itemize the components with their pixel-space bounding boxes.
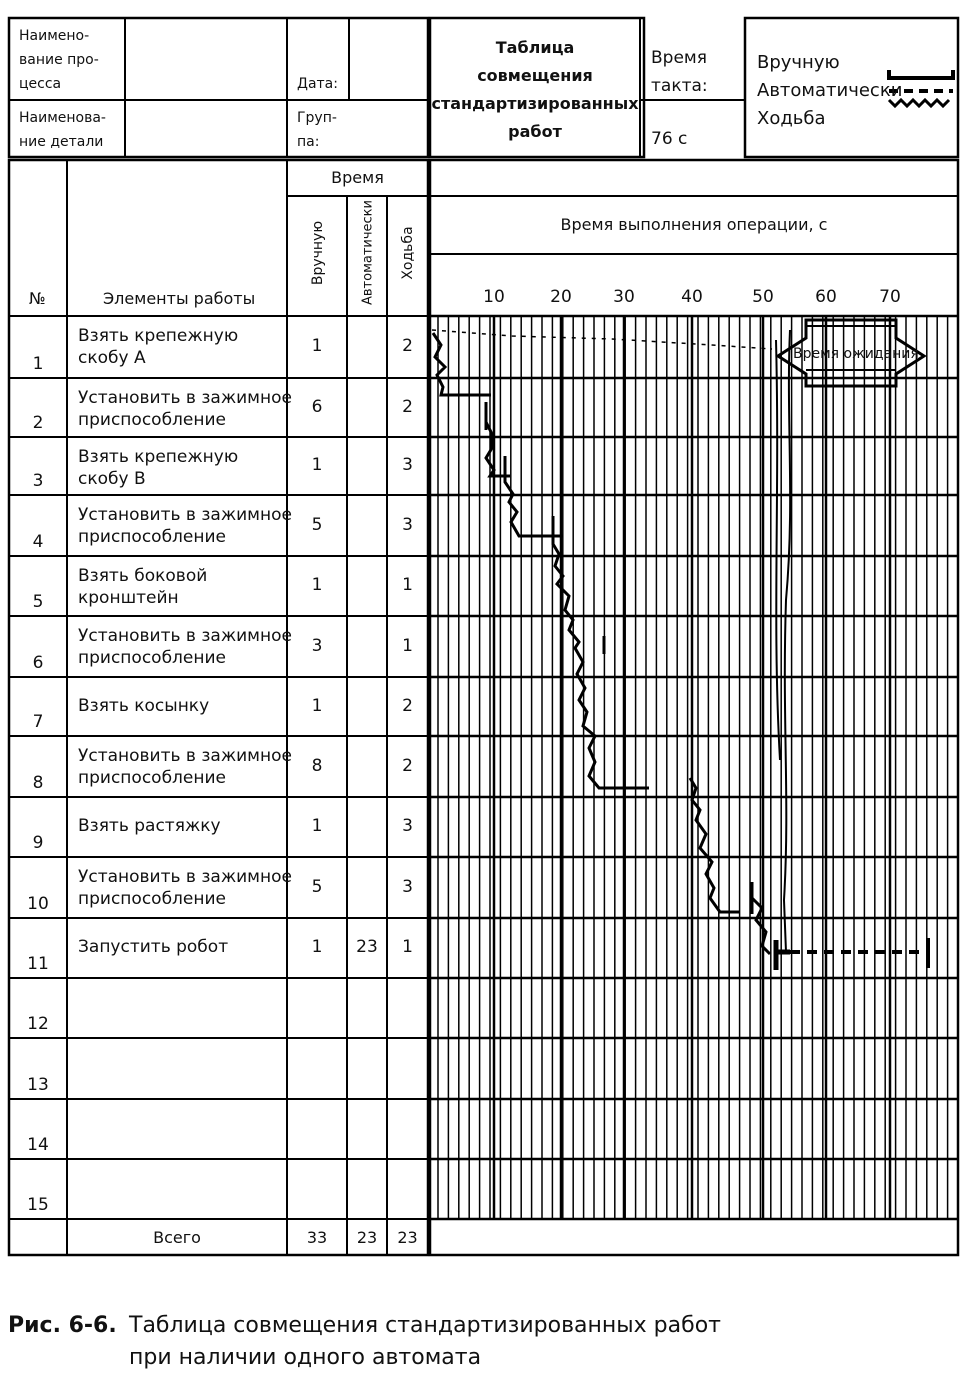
col-no-header: № — [29, 289, 46, 308]
row-number: 13 — [27, 1075, 49, 1095]
work-element-line2: приспособление — [78, 410, 226, 430]
walk-time: 2 — [402, 695, 413, 716]
manual-time: 3 — [311, 635, 323, 656]
walk-time: 2 — [402, 336, 413, 356]
wait-time-label: Время ожидания — [793, 346, 919, 362]
time-scale-tick: 40 — [681, 287, 703, 307]
total-walk: 23 — [397, 1228, 418, 1247]
walk-time: 1 — [402, 635, 413, 656]
row-number: 11 — [27, 954, 49, 974]
walk-time: 3 — [402, 455, 413, 475]
auto-time: 23 — [356, 937, 378, 957]
row-number: 10 — [27, 894, 49, 914]
manual-time: 8 — [311, 755, 323, 776]
col-walk-header: Ходьба — [400, 226, 416, 280]
total-manual: 33 — [306, 1228, 328, 1247]
grid-box — [9, 160, 428, 1255]
row-number: 12 — [27, 1014, 49, 1034]
row-number: 6 — [32, 653, 44, 673]
work-element-line1: Взять боковой — [78, 566, 208, 586]
takt-time-label: Время такта: — [651, 48, 708, 96]
cycle-time-line-2 — [776, 340, 780, 760]
col-elements-header: Элементы работы — [103, 289, 256, 308]
legend-auto: Автоматически — [757, 80, 903, 101]
sheet-title: Таблица совмещения стандартизированных работ — [431, 38, 639, 141]
caption-text: Таблица совмещения стандартизированных работ при наличии одного автомата — [129, 1313, 721, 1370]
manual-time: 5 — [311, 514, 323, 535]
legend — [757, 49, 902, 133]
work-element-line1: Взять крепежную — [78, 447, 239, 467]
row-number: 3 — [32, 471, 44, 491]
walk-time: 1 — [402, 937, 413, 957]
idle-dashed-line — [432, 330, 772, 349]
cycle-time-line — [784, 330, 790, 952]
date-label: Дата: — [297, 76, 338, 92]
row-number: 4 — [32, 532, 44, 552]
manual-time: 1 — [311, 937, 323, 957]
takt-time-value: 76 с — [651, 129, 688, 149]
work-element-line2: приспособление — [78, 889, 226, 909]
work-element-line1: Установить в зажимное — [78, 505, 292, 525]
work-element-line1: Установить в зажимное — [78, 746, 292, 766]
walk-time: 2 — [402, 396, 413, 417]
row-number: 9 — [32, 833, 44, 853]
time-scale-tick: 60 — [815, 287, 837, 307]
robot-start-mark — [776, 940, 790, 970]
manual-time: 5 — [311, 876, 323, 897]
work-element-line2: приспособление — [78, 768, 226, 788]
work-element-line1: Установить в зажимное — [78, 867, 292, 887]
process-name-label: Наимено- вание про- цесса — [19, 28, 99, 92]
work-element-line2: приспособление — [78, 527, 226, 547]
work-element-line2: скобу В — [78, 469, 146, 489]
walk-time: 3 — [402, 816, 413, 836]
row-number: 7 — [32, 712, 44, 732]
walk-time: 3 — [402, 514, 413, 535]
walk-time: 2 — [402, 755, 413, 776]
legend-manual: Вручную — [757, 52, 840, 73]
manual-time: 1 — [311, 455, 323, 475]
total-auto: 23 — [356, 1228, 378, 1247]
grid-box — [430, 160, 958, 1255]
op-time-header: Время выполнения операции, с — [560, 215, 828, 234]
work-element-line1: Установить в зажимное — [78, 388, 292, 408]
time-scale-tick: 50 — [752, 287, 774, 307]
work-element-line1: Установить в зажимное — [78, 626, 292, 646]
row-number: 5 — [32, 592, 44, 612]
time-scale-tick: 30 — [613, 287, 635, 307]
work-element-line1: Запустить робот — [78, 937, 229, 957]
row-number: 14 — [27, 1135, 49, 1155]
col-auto-header: Автоматически — [360, 200, 376, 306]
work-element-line1: Взять крепежную — [78, 326, 239, 346]
workflow-tick — [486, 402, 752, 914]
manual-time: 1 — [311, 575, 323, 595]
row-number: 2 — [32, 413, 44, 433]
group-label: Груп- па: — [297, 110, 337, 150]
legend-walk: Ходьба — [757, 108, 826, 129]
manual-time: 1 — [311, 695, 323, 716]
walk-time: 1 — [402, 575, 413, 595]
figure-caption — [8, 1310, 721, 1374]
figure-number: Рис. 6-6. — [8, 1313, 117, 1338]
work-element-line1: Взять растяжку — [78, 816, 221, 836]
manual-time: 6 — [311, 396, 323, 417]
row-number: 15 — [27, 1195, 49, 1215]
work-element-line2: приспособление — [78, 648, 226, 668]
col-time-header: Время — [331, 168, 384, 187]
detail-name-label: Наименова- ние детали — [19, 110, 106, 150]
work-element-line2: кронштейн — [78, 588, 179, 608]
row-number: 8 — [32, 773, 44, 793]
time-scale-tick: 20 — [550, 287, 572, 307]
work-element-line2: скобу А — [78, 348, 146, 368]
totals-label: Всего — [153, 1228, 201, 1247]
work-element-line1: Взять косынку — [78, 695, 210, 716]
walk-time: 3 — [402, 876, 413, 897]
row-number: 1 — [32, 354, 44, 374]
time-scale-tick: 70 — [879, 287, 901, 307]
manual-time: 1 — [311, 336, 323, 356]
time-scale-tick: 10 — [483, 287, 505, 307]
manual-time: 1 — [311, 816, 323, 836]
col-manual-header: Вручную — [310, 220, 326, 286]
